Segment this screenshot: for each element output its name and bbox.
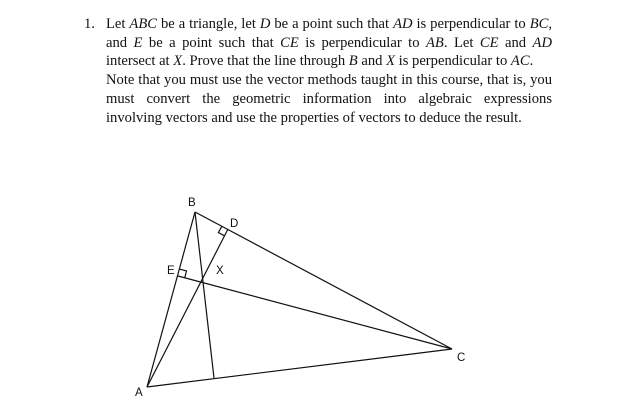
problem-number: 1. <box>84 16 95 32</box>
math-symbol: AD <box>393 16 413 32</box>
altitude-ce <box>178 276 452 349</box>
math-symbol: BC <box>529 16 549 32</box>
line-bx <box>195 212 214 378</box>
side-ab <box>147 212 195 387</box>
math-symbol: X <box>386 53 395 70</box>
math-symbol: CE <box>479 34 499 51</box>
math-symbol: AD <box>532 34 552 51</box>
side-bc <box>195 212 452 349</box>
label-b: B <box>188 197 196 209</box>
label-c: C <box>457 352 466 364</box>
math-symbol: E <box>133 34 143 51</box>
math-symbol: X <box>173 53 183 70</box>
math-symbol: B <box>348 53 358 70</box>
side-ca <box>147 349 452 387</box>
math-symbol: AB <box>425 34 444 51</box>
problem-statement: Let ABC be a triangle, let D be a point such that AD is perpendicular to BC, and E be a point such that CE is perpendicular to AB. Let CE and AD intersect at X. Prove that the line through B and X is perpendicular to AC. <box>106 16 552 70</box>
label-d: D <box>230 218 239 230</box>
label-x: X <box>216 265 224 277</box>
math-symbol: AC <box>510 53 530 70</box>
problem-note: Note that you must use the vector methods taught in this course, that is, you must convert the geometric information into algebraic expressions involving vectors and use the properties of vectors to deduce the result. <box>106 72 552 126</box>
altitude-ad <box>147 229 228 387</box>
label-a: A <box>135 387 143 399</box>
math-symbol: ABC <box>129 16 157 32</box>
label-e: E <box>167 265 175 277</box>
math-symbol: D <box>259 16 271 32</box>
math-symbol: CE <box>280 34 299 51</box>
